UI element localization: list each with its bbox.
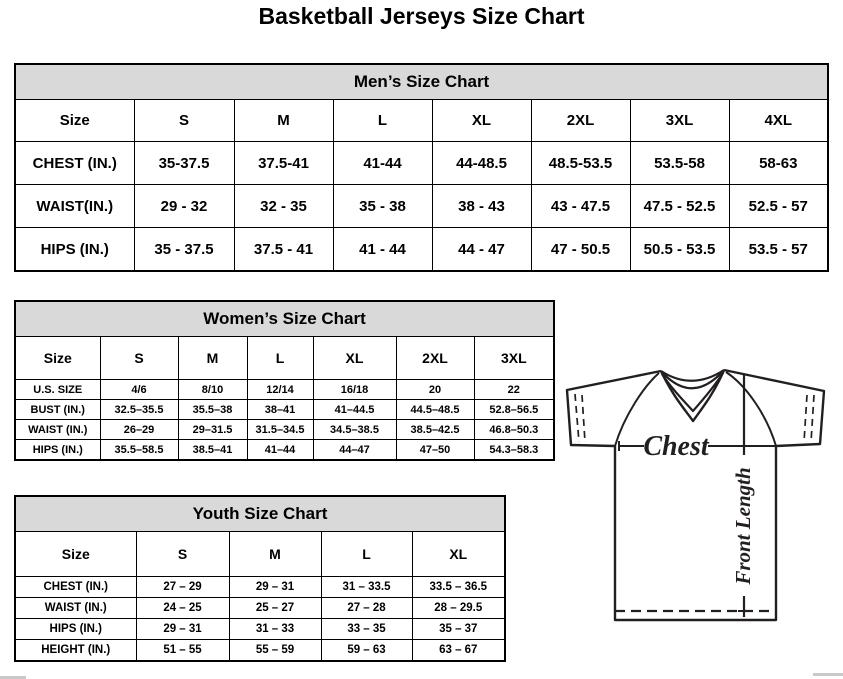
table-row bbox=[15, 142, 828, 185]
front-length-label: Front Length bbox=[731, 467, 755, 585]
row-label: WAIST (IN.) bbox=[15, 598, 136, 619]
row-label: WAIST (IN.) bbox=[15, 420, 100, 440]
column-header: L bbox=[321, 532, 412, 577]
jersey-measurement-diagram bbox=[556, 358, 842, 630]
table-cell: 4/6 bbox=[100, 380, 178, 400]
table-cell: 33 – 35 bbox=[321, 619, 412, 640]
table-cell: 53.5 - 57 bbox=[729, 228, 828, 272]
table-row bbox=[15, 640, 505, 662]
table-cell: 41-44 bbox=[333, 142, 432, 185]
column-header: Size bbox=[15, 100, 134, 142]
table-cell: 37.5 - 41 bbox=[234, 228, 333, 272]
sleeve-stitch-right-inner-icon bbox=[804, 395, 807, 442]
jersey-diagram-svg bbox=[556, 358, 842, 630]
table-cell: 31.5–34.5 bbox=[247, 420, 313, 440]
table-cell: 29–31.5 bbox=[178, 420, 247, 440]
column-header: S bbox=[100, 337, 178, 380]
chest-label: Chest bbox=[643, 431, 709, 462]
table-cell: 51 – 55 bbox=[136, 640, 229, 662]
row-label: BUST (IN.) bbox=[15, 400, 100, 420]
table-row bbox=[15, 440, 554, 461]
youth-size-chart-table bbox=[14, 495, 506, 662]
table-cell: 63 – 67 bbox=[412, 640, 505, 662]
table-cell: 33.5 – 36.5 bbox=[412, 577, 505, 598]
table-row bbox=[15, 577, 505, 598]
table-cell: 38.5–42.5 bbox=[396, 420, 474, 440]
table-cell: 47–50 bbox=[396, 440, 474, 461]
table-cell: 35 - 38 bbox=[333, 185, 432, 228]
table-cell: 8/10 bbox=[178, 380, 247, 400]
table-cell: 47.5 - 52.5 bbox=[630, 185, 729, 228]
row-label: U.S. SIZE bbox=[15, 380, 100, 400]
table-cell: 44.5–48.5 bbox=[396, 400, 474, 420]
table-cell: 54.3–58.3 bbox=[474, 440, 554, 461]
row-label: CHEST (IN.) bbox=[15, 142, 134, 185]
table-row bbox=[15, 598, 505, 619]
chart-title-row bbox=[15, 64, 828, 100]
table-cell: 29 – 31 bbox=[229, 577, 321, 598]
column-header: M bbox=[229, 532, 321, 577]
table-cell: 50.5 - 53.5 bbox=[630, 228, 729, 272]
table-row bbox=[15, 619, 505, 640]
header-row bbox=[15, 337, 554, 380]
chart-title: Women’s Size Chart bbox=[15, 301, 554, 337]
table-cell: 52.5 - 57 bbox=[729, 185, 828, 228]
column-header: XL bbox=[432, 100, 531, 142]
table-cell: 44 - 47 bbox=[432, 228, 531, 272]
table-cell: 31 – 33.5 bbox=[321, 577, 412, 598]
header-row bbox=[15, 532, 505, 577]
table-cell: 35-37.5 bbox=[134, 142, 234, 185]
table-cell: 44-48.5 bbox=[432, 142, 531, 185]
table-cell: 34.5–38.5 bbox=[313, 420, 396, 440]
column-header: M bbox=[234, 100, 333, 142]
table-cell: 38–41 bbox=[247, 400, 313, 420]
sleeve-stitch-left-inner-icon bbox=[582, 395, 585, 442]
table-cell: 12/14 bbox=[247, 380, 313, 400]
table-cell: 53.5-58 bbox=[630, 142, 729, 185]
table-cell: 35 - 37.5 bbox=[134, 228, 234, 272]
table-cell: 20 bbox=[396, 380, 474, 400]
table-row bbox=[15, 400, 554, 420]
row-label: HEIGHT (IN.) bbox=[15, 640, 136, 662]
table-cell: 22 bbox=[474, 380, 554, 400]
sleeve-stitch-right-icon bbox=[811, 395, 814, 442]
column-header: Size bbox=[15, 532, 136, 577]
table-cell: 41–44.5 bbox=[313, 400, 396, 420]
column-header: L bbox=[333, 100, 432, 142]
table-cell: 28 – 29.5 bbox=[412, 598, 505, 619]
chart-title-row bbox=[15, 301, 554, 337]
table-cell: 16/18 bbox=[313, 380, 396, 400]
sleeve-stitch-left-icon bbox=[575, 394, 579, 442]
table-cell: 27 – 28 bbox=[321, 598, 412, 619]
table-cell: 47 - 50.5 bbox=[531, 228, 630, 272]
chart-title: Men’s Size Chart bbox=[15, 64, 828, 100]
chart-title: Youth Size Chart bbox=[15, 496, 505, 532]
mens-size-chart-table bbox=[14, 63, 829, 272]
table-cell: 52.8–56.5 bbox=[474, 400, 554, 420]
table-cell: 48.5-53.5 bbox=[531, 142, 630, 185]
table-cell: 38.5–41 bbox=[178, 440, 247, 461]
table-cell: 38 - 43 bbox=[432, 185, 531, 228]
row-label: HIPS (IN.) bbox=[15, 619, 136, 640]
table-cell: 37.5-41 bbox=[234, 142, 333, 185]
table-cell: 59 – 63 bbox=[321, 640, 412, 662]
table-cell: 35.5–38 bbox=[178, 400, 247, 420]
table-cell: 46.8–50.3 bbox=[474, 420, 554, 440]
table-cell: 27 – 29 bbox=[136, 577, 229, 598]
column-header: S bbox=[134, 100, 234, 142]
table-cell: 24 – 25 bbox=[136, 598, 229, 619]
table-cell: 58-63 bbox=[729, 142, 828, 185]
table-cell: 41–44 bbox=[247, 440, 313, 461]
column-header: 4XL bbox=[729, 100, 828, 142]
table-cell: 41 - 44 bbox=[333, 228, 432, 272]
column-header: 2XL bbox=[396, 337, 474, 380]
column-header: 3XL bbox=[474, 337, 554, 380]
table-row bbox=[15, 185, 828, 228]
table-cell: 29 – 31 bbox=[136, 619, 229, 640]
table-row bbox=[15, 228, 828, 272]
table-row bbox=[15, 380, 554, 400]
column-header: L bbox=[247, 337, 313, 380]
header-row bbox=[15, 100, 828, 142]
table-cell: 29 - 32 bbox=[134, 185, 234, 228]
column-header: M bbox=[178, 337, 247, 380]
table-cell: 55 – 59 bbox=[229, 640, 321, 662]
womens-size-chart-table bbox=[14, 300, 555, 461]
column-header: S bbox=[136, 532, 229, 577]
column-header: XL bbox=[313, 337, 396, 380]
table-cell: 44–47 bbox=[313, 440, 396, 461]
row-label: HIPS (IN.) bbox=[15, 228, 134, 272]
table-cell: 32 - 35 bbox=[234, 185, 333, 228]
table-cell: 31 – 33 bbox=[229, 619, 321, 640]
table-cell: 32.5–35.5 bbox=[100, 400, 178, 420]
table-cell: 35 – 37 bbox=[412, 619, 505, 640]
table-cell: 25 – 27 bbox=[229, 598, 321, 619]
table-cell: 35.5–58.5 bbox=[100, 440, 178, 461]
table-cell: 26–29 bbox=[100, 420, 178, 440]
column-header: XL bbox=[412, 532, 505, 577]
column-header: Size bbox=[15, 337, 100, 380]
vneck-outer-line bbox=[661, 370, 724, 421]
column-header: 2XL bbox=[531, 100, 630, 142]
row-label: HIPS (IN.) bbox=[15, 440, 100, 461]
armhole-seam-right-icon bbox=[726, 372, 776, 446]
chart-title-row bbox=[15, 496, 505, 532]
row-label: WAIST(IN.) bbox=[15, 185, 134, 228]
row-label: CHEST (IN.) bbox=[15, 577, 136, 598]
table-cell: 43 - 47.5 bbox=[531, 185, 630, 228]
bottom-right-scrollbar-fragment bbox=[813, 673, 843, 676]
column-header: 3XL bbox=[630, 100, 729, 142]
page-title: Basketball Jerseys Size Chart bbox=[258, 3, 585, 29]
table-row bbox=[15, 420, 554, 440]
